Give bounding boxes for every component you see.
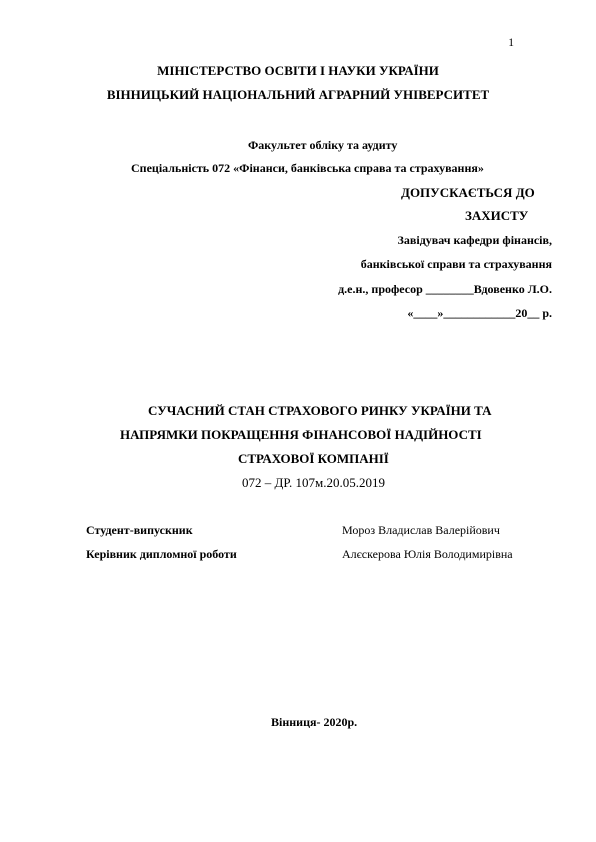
approval-line-2: ЗАХИСТУ <box>465 208 529 223</box>
student-name: Мороз Владислав Валерійович <box>342 523 500 537</box>
footer-city-year: Вінниця- 2020р. <box>271 715 358 729</box>
university-heading: ВІННИЦЬКИЙ НАЦІОНАЛЬНИЙ АГРАРНИЙ УНІВЕРСИТЕТ <box>106 87 490 102</box>
approval-position-1: Завідувач кафедри фінансів, <box>397 233 552 247</box>
thesis-title-line-1: СУЧАСНИЙ СТАН СТРАХОВОГО РИНКУ УКРАЇНИ ТА <box>148 403 492 418</box>
approval-position-2: банківської справи та страхування <box>360 257 552 271</box>
thesis-title-line-3: СТРАХОВОЇ КОМПАНІЇ <box>238 451 389 466</box>
thesis-code: 072 – ДР. 107м.20.05.2019 <box>242 475 385 490</box>
faculty-line: Факультет обліку та аудиту <box>248 138 398 152</box>
approval-date: «____»____________20__ р. <box>407 306 552 320</box>
supervisor-label: Керівник дипломної роботи <box>86 547 237 561</box>
student-label: Студент-випускник <box>86 523 193 537</box>
approval-line-1: ДОПУСКАЄТЬСЯ ДО <box>401 185 535 200</box>
specialty-line: Спеціальність 072 «Фінанси, банківська справа та страхування» <box>131 161 484 175</box>
supervisor-name: Алєскерова Юлія Володимирівна <box>342 547 513 561</box>
approval-head: д.е.н., професор ________Вдовенко Л.О. <box>338 282 552 296</box>
ministry-heading: МІНІСТЕРСТВО ОСВІТИ І НАУКИ УКРАЇНИ <box>157 63 439 78</box>
page-number: 1 <box>508 37 514 49</box>
thesis-title-line-2: НАПРЯМКИ ПОКРАЩЕННЯ ФІНАНСОВОЇ НАДІЙНОСТІ <box>120 427 482 442</box>
